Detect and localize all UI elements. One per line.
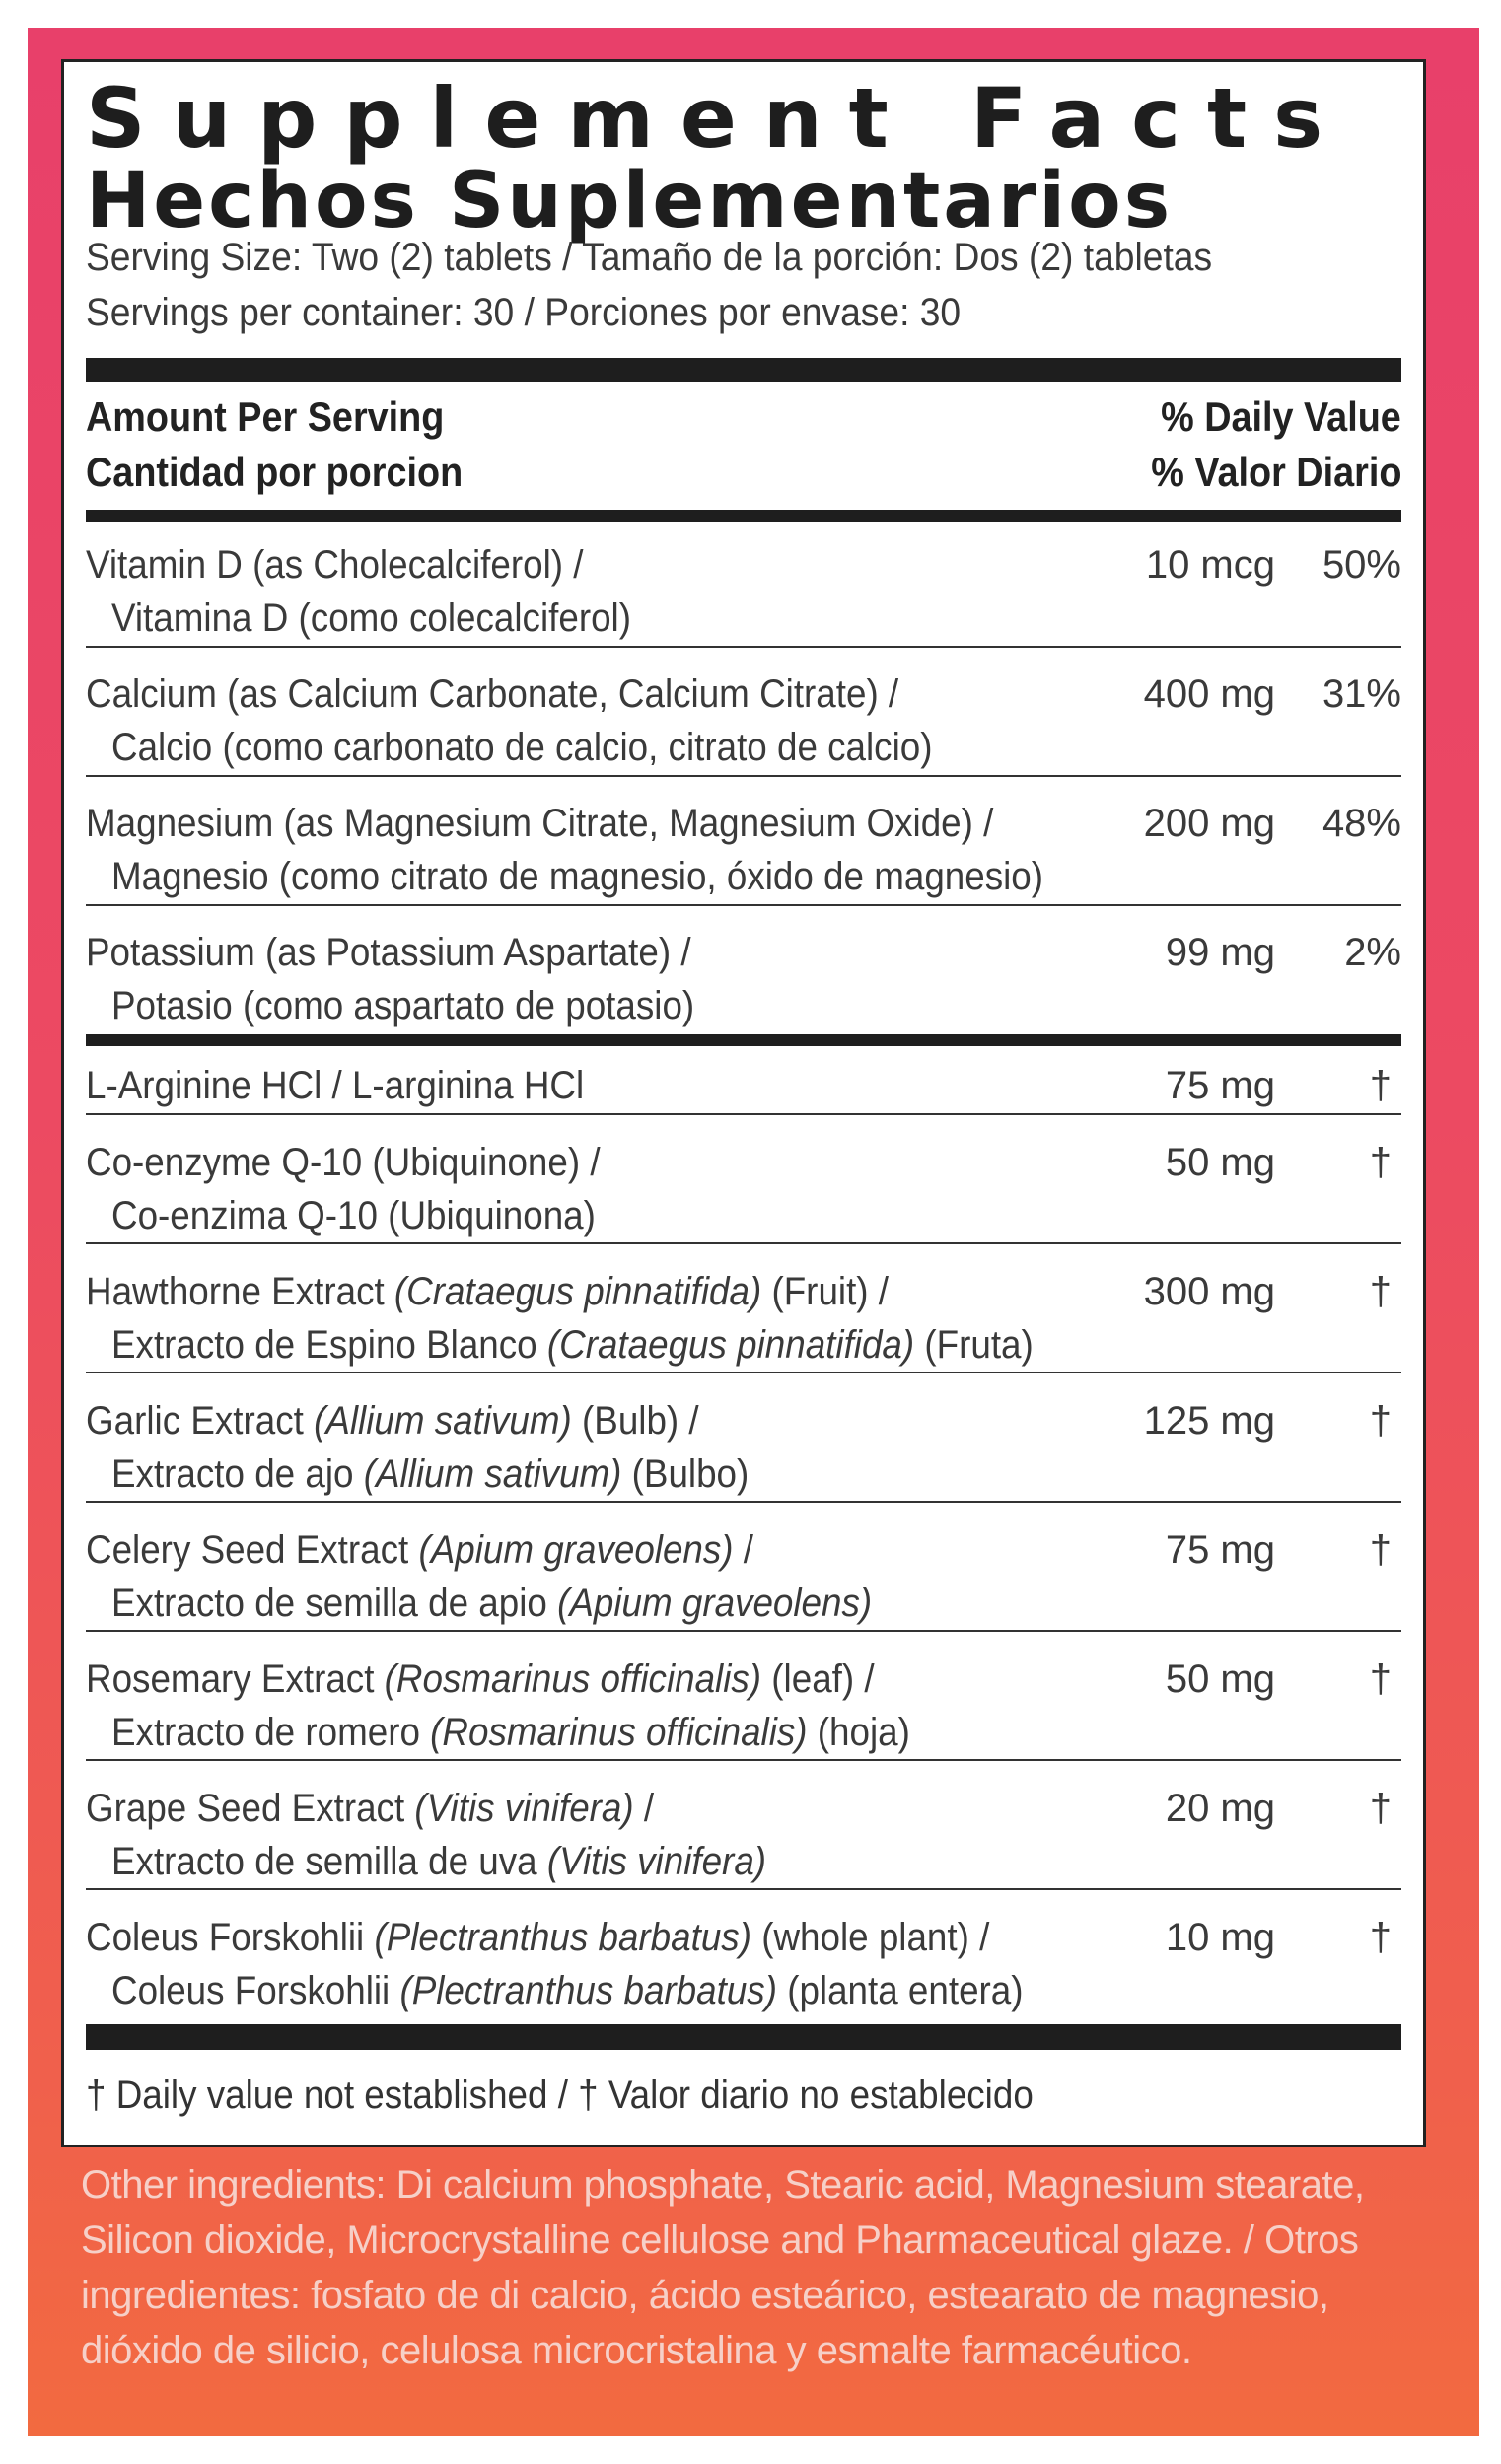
botanical-name: (Apium graveolens) <box>418 1528 734 1572</box>
daily-value-percent: 50% <box>1322 543 1401 587</box>
daily-value-percent: † <box>1369 1270 1392 1313</box>
nutrient-name-part: Celery Seed Extract <box>86 1528 419 1572</box>
nutrient-name-english <box>86 1399 699 1443</box>
medium-divider-middle <box>86 1034 1401 1046</box>
cantidad-por-porcion-label: Cantidad por porcion <box>86 449 464 495</box>
supplement-facts-panel <box>61 59 1426 2147</box>
nutrient-name-part: Extracto de romero <box>111 1711 431 1754</box>
nutrient-amount: 300 mg <box>1143 1270 1275 1313</box>
nutrient-name-english <box>86 1916 989 1960</box>
botanical-name: (Allium sativum) <box>363 1452 622 1496</box>
nutrient-amount: 400 mg <box>1143 672 1275 716</box>
nutrient-name-english <box>86 1787 654 1831</box>
nutrient-name-part: (hoja) <box>807 1711 910 1754</box>
row-divider <box>86 646 1401 648</box>
row-divider <box>86 1630 1401 1632</box>
daily-value-percent: † <box>1369 1528 1392 1572</box>
botanical-name: (Crataegus pinnatifida) <box>393 1270 762 1313</box>
nutrient-name-english: Potassium (as Potassium Aspartate) / <box>86 931 691 974</box>
footnote: † Daily value not established / † Valor diario no establecido <box>86 2074 1034 2117</box>
nutrient-name-part: (whole plant) / <box>750 1916 990 1959</box>
nutrient-name-part: (planta entera) <box>776 1969 1024 2012</box>
row-divider <box>86 1242 1401 1244</box>
nutrient-name-part: Extracto de semilla de apio <box>111 1582 558 1625</box>
nutrient-amount: 10 mg <box>1165 1916 1275 1959</box>
nutrient-name-spanish: Magnesio (como citrato de magnesio, óxido de magnesio) <box>111 855 1044 898</box>
daily-value-percent: † <box>1369 1399 1392 1443</box>
nutrient-name-spanish: Vitamina D (como colecalciferol) <box>111 597 631 640</box>
nutrient-name-part: (Fruit) / <box>761 1270 890 1313</box>
nutrient-name-part: Garlic Extract <box>86 1399 315 1443</box>
daily-value-percent: 48% <box>1322 802 1401 845</box>
nutrient-name-spanish <box>111 1582 872 1626</box>
botanical-name: (Plectranthus barbatus) <box>374 1916 751 1959</box>
daily-value-percent: 2% <box>1344 931 1401 974</box>
row-divider <box>86 1372 1401 1373</box>
title-spanish: Hechos Suplementarios <box>86 157 1174 246</box>
nutrient-name-part: Extracto de Espino Blanco <box>111 1323 547 1367</box>
nutrient-name-spanish: Potasio (como aspartato de potasio) <box>111 984 695 1027</box>
daily-value-percent: † <box>1369 1657 1392 1701</box>
nutrient-name-part: (leaf) / <box>761 1657 875 1701</box>
row-divider <box>86 1501 1401 1503</box>
nutrient-amount: 200 mg <box>1143 802 1275 845</box>
daily-value-percent: 31% <box>1322 672 1401 716</box>
nutrient-name-spanish <box>111 1452 749 1497</box>
botanical-name: (Rosmarinus officinalis) <box>384 1657 762 1701</box>
nutrient-name-spanish <box>111 1323 1034 1368</box>
nutrient-name-spanish: Co-enzima Q-10 (Ubiquinona) <box>111 1194 596 1237</box>
nutrient-name-spanish <box>111 1969 1024 2013</box>
nutrient-name-part: (Bulb) / <box>571 1399 699 1443</box>
row-divider <box>86 1759 1401 1761</box>
daily-value-label: % Daily Value <box>1161 393 1401 440</box>
nutrient-amount: 125 mg <box>1143 1399 1275 1443</box>
nutrient-name-english: Vitamin D (as Cholecalciferol) / <box>86 543 584 587</box>
nutrient-name-spanish: Calcio (como carbonato de calcio, citrato de calcio) <box>111 726 933 769</box>
nutrient-name-spanish <box>111 1711 910 1755</box>
botanical-name: (Rosmarinus officinalis) <box>430 1711 808 1754</box>
botanical-name: (Allium sativum) <box>314 1399 572 1443</box>
nutrient-name-part: Coleus Forskohlii <box>111 1969 400 2012</box>
nutrient-name-english: Calcium (as Calcium Carbonate, Calcium Citrate) / <box>86 672 899 716</box>
serving-size: Serving Size: Two (2) tablets / Tamaño de la porción: Dos (2) tabletas <box>86 236 1213 279</box>
daily-value-percent: † <box>1369 1064 1392 1107</box>
other-ingredients: Other ingredients: Di calcium phosphate, Stearic acid, Magnesium stearate, Silicon dioxide, Microcrystalline cellulose and Pharmaceutical glaze. / Otros ingredientes: fosfato de di calcio, ácido esteárico, estearato de magnesio, dióxido de silicio, celulosa microcristalina y esmalte farmacéutico. <box>81 2163 1365 2372</box>
nutrient-name-part: Coleus Forskohlii <box>86 1916 375 1959</box>
nutrient-name-part: (Bulbo) <box>621 1452 750 1496</box>
nutrient-amount: 99 mg <box>1165 931 1275 974</box>
nutrient-name-part: / <box>633 1787 655 1830</box>
daily-value-percent: † <box>1369 1916 1392 1959</box>
nutrient-name-english: Magnesium (as Magnesium Citrate, Magnesium Oxide) / <box>86 802 994 845</box>
nutrient-name-part: Grape Seed Extract <box>86 1787 415 1830</box>
nutrient-amount: 10 mcg <box>1145 543 1275 587</box>
botanical-name: (Plectranthus barbatus) <box>399 1969 777 2012</box>
botanical-name: (Vitis vinifera) <box>414 1787 634 1830</box>
row-divider <box>86 1113 1401 1115</box>
nutrient-name-english <box>86 1657 875 1702</box>
nutrient-name-part: Extracto de ajo <box>111 1452 364 1496</box>
nutrient-name-spanish <box>111 1840 766 1884</box>
nutrient-name-part: Extracto de semilla de uva <box>111 1840 547 1883</box>
nutrient-amount: 50 mg <box>1165 1141 1275 1184</box>
thick-divider-bottom <box>86 2024 1401 2050</box>
nutrient-amount: 50 mg <box>1165 1657 1275 1701</box>
nutrient-name-english: Co-enzyme Q-10 (Ubiquinone) / <box>86 1141 601 1184</box>
nutrient-amount: 75 mg <box>1165 1064 1275 1107</box>
valor-diario-label: % Valor Diario <box>1150 449 1401 495</box>
row-divider <box>86 1888 1401 1890</box>
title-english: Supplement Facts <box>86 70 1350 167</box>
nutrient-name-part: Rosemary Extract <box>86 1657 385 1701</box>
nutrient-amount: 20 mg <box>1165 1787 1275 1830</box>
medium-divider-header <box>86 510 1401 522</box>
daily-value-percent: † <box>1369 1141 1392 1184</box>
row-divider <box>86 904 1401 906</box>
nutrient-name-english <box>86 1270 889 1314</box>
botanical-name: (Vitis vinifera) <box>546 1840 767 1883</box>
nutrient-name-part: / <box>733 1528 754 1572</box>
nutrient-name-part: Hawthorne Extract <box>86 1270 394 1313</box>
thick-divider-top <box>86 358 1401 382</box>
nutrient-name-english: L-Arginine HCl / L-arginina HCl <box>86 1064 585 1107</box>
amount-per-serving-label: Amount Per Serving <box>86 393 445 440</box>
row-divider <box>86 775 1401 777</box>
botanical-name: (Crataegus pinnatifida) <box>546 1323 915 1367</box>
nutrient-amount: 75 mg <box>1165 1528 1275 1572</box>
servings-per-container: Servings per container: 30 / Porciones por envase: 30 <box>86 291 962 334</box>
nutrient-name-part: (Fruta) <box>914 1323 1034 1367</box>
daily-value-percent: † <box>1369 1787 1392 1830</box>
botanical-name: (Apium graveolens) <box>557 1582 873 1625</box>
nutrient-name-english <box>86 1528 753 1573</box>
